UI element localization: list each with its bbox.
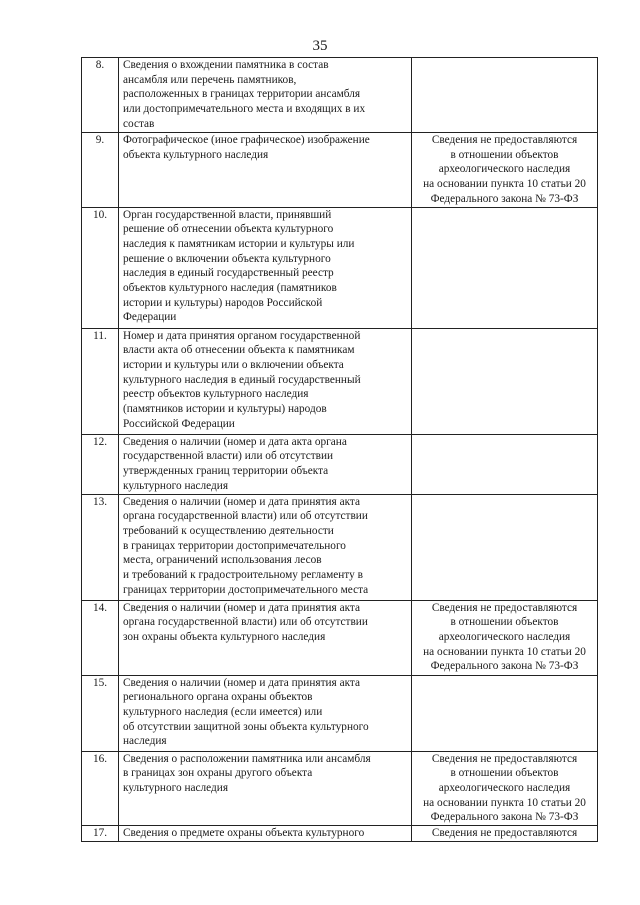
row-number: 17.	[82, 826, 119, 842]
table-row	[82, 58, 598, 133]
note-line: Сведения не предоставляются	[431, 827, 578, 840]
description-line: государственной власти) или об отсутствии	[123, 450, 334, 463]
description-line: места, ограничений использования лесов	[123, 554, 322, 567]
row-note	[412, 328, 598, 434]
description-line: регионального органа охраны объектов	[123, 691, 313, 704]
note-line: Федерального закона № 73-ФЗ	[430, 192, 579, 205]
description-line: и требований к градостроительному регламенту в	[123, 569, 363, 582]
note-line: Сведения не предоставляются	[431, 752, 578, 765]
description-line: культурного наследия (если имеется) или	[123, 705, 323, 718]
row-description	[119, 434, 412, 494]
row-number: 14.	[82, 600, 119, 675]
description-line: об отсутствии защитной зоны объекта культурного	[123, 720, 369, 733]
description-line: Федерации	[123, 311, 177, 324]
table-row	[82, 751, 598, 826]
row-note	[412, 826, 598, 842]
table-row	[82, 826, 598, 842]
table-row	[82, 207, 598, 328]
note-line: археологического наследия	[438, 163, 571, 176]
description-line: органа государственной власти) или об отсутствии	[123, 616, 368, 629]
description-line: границах территории достопримечательного места	[123, 583, 369, 596]
row-note	[412, 751, 598, 826]
row-number: 8.	[82, 58, 119, 133]
row-description	[119, 58, 412, 133]
note-line: Федерального закона № 73-ФЗ	[430, 811, 579, 824]
note-line: на основании пункта 10 статьи 20	[423, 796, 586, 809]
description-line: Орган государственной власти, принявший	[123, 208, 332, 221]
row-number: 10.	[82, 207, 119, 328]
row-number: 11.	[82, 328, 119, 434]
description-line: решение о включении объекта культурного	[123, 252, 331, 265]
page-number: 35	[312, 38, 328, 54]
description-line: Российской Федерации	[123, 417, 235, 430]
row-description	[119, 133, 412, 208]
row-description	[119, 826, 412, 842]
description-line: Сведения о наличии (номер и дата принятия акта	[123, 495, 361, 508]
description-line: или достопримечательного места и входящих в их	[123, 103, 366, 116]
row-note	[412, 494, 598, 600]
description-line: культурного наследия	[123, 781, 229, 794]
description-line: наследия к памятникам истории и культуры или	[123, 237, 355, 250]
row-description	[119, 600, 412, 675]
description-line: наследия в единый государственный реестр	[123, 267, 334, 280]
note-line: в отношении объектов	[450, 767, 559, 780]
table-body	[82, 58, 598, 842]
description-line: власти акта об отнесении объекта к памятникам	[123, 344, 355, 357]
row-number: 9.	[82, 133, 119, 208]
description-line: реестр объектов культурного наследия	[123, 388, 309, 401]
description-line: расположенных в границах территории ансамбля	[123, 88, 361, 101]
note-line: Сведения не предоставляются	[431, 134, 578, 146]
description-line: культурного наследия	[123, 479, 229, 492]
description-line: Сведения о наличии (номер и дата принятия акта	[123, 601, 361, 614]
table-row	[82, 328, 598, 434]
description-line: Сведения о наличии (номер и дата акта органа	[123, 435, 347, 448]
description-line: объектов культурного наследия (памятников	[123, 282, 337, 295]
row-note	[412, 58, 598, 133]
row-note	[412, 600, 598, 675]
description-line: истории и культуры) народов Российской	[123, 296, 323, 309]
description-line: состав	[123, 117, 155, 130]
note-line: археологического наследия	[438, 781, 571, 794]
note-line: Федерального закона № 73-ФЗ	[430, 660, 579, 673]
description-line: объекта культурного наследия	[123, 148, 269, 161]
row-description	[119, 751, 412, 826]
note-line: археологического наследия	[438, 630, 571, 643]
description-line: Сведения о расположении памятника или ансамбля	[123, 752, 371, 765]
description-line: Фотографическое (иное графическое) изображение	[123, 134, 370, 146]
table-row	[82, 434, 598, 494]
description-line: Номер и дата принятия органом государственной	[123, 329, 361, 342]
description-line: требований к осуществлению деятельности	[123, 524, 334, 537]
row-note	[412, 133, 598, 208]
description-line: утвержденных границ территории объекта	[123, 464, 329, 477]
row-number: 16.	[82, 751, 119, 826]
description-line: Сведения о вхождении памятника в состав	[123, 59, 329, 71]
table-row	[82, 133, 598, 208]
description-line: Сведения о наличии (номер и дата принятия акта	[123, 676, 361, 689]
description-line: ансамбля или перечень памятников,	[123, 73, 297, 86]
description-line: культурного наследия в единый государственный	[123, 373, 361, 386]
row-description	[119, 207, 412, 328]
description-line: зон охраны объекта культурного наследия	[123, 630, 326, 643]
row-note	[412, 207, 598, 328]
note-line: на основании пункта 10 статьи 20	[423, 645, 586, 658]
note-line: Сведения не предоставляются	[431, 601, 578, 614]
table-row	[82, 675, 598, 751]
description-line: истории и культуры или о включении объекта	[123, 358, 344, 371]
description-line: органа государственной власти) или об отсутствии	[123, 510, 368, 523]
row-number: 15.	[82, 675, 119, 751]
row-number: 13.	[82, 494, 119, 600]
description-line: решение об отнесении объекта культурного	[123, 223, 334, 236]
row-number: 12.	[82, 434, 119, 494]
row-note	[412, 675, 598, 751]
table-row	[82, 600, 598, 675]
row-description	[119, 328, 412, 434]
row-description	[119, 675, 412, 751]
description-line: Сведения о предмете охраны объекта культурного	[123, 827, 365, 840]
description-line: в границах территории достопримечательного	[123, 539, 346, 552]
row-note	[412, 434, 598, 494]
passport-table	[81, 57, 598, 842]
note-line: в отношении объектов	[450, 148, 559, 161]
note-line: на основании пункта 10 статьи 20	[423, 178, 586, 191]
row-description	[119, 494, 412, 600]
table-row	[82, 494, 598, 600]
description-line: наследия	[123, 735, 167, 748]
note-line: в отношении объектов	[450, 616, 559, 629]
description-line: (памятников истории и культуры) народов	[123, 403, 327, 416]
description-line: в границах зон охраны другого объекта	[123, 767, 313, 780]
